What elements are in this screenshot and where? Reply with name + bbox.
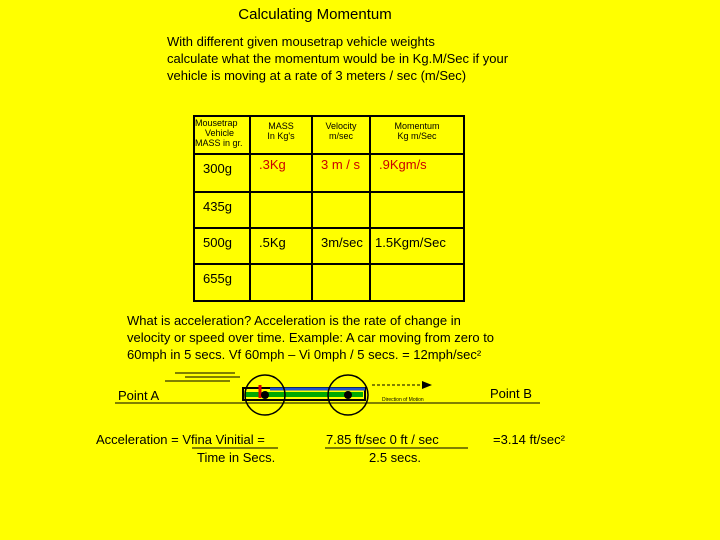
intro-line: vehicle is moving at a rate of 3 meters / sec (m/Sec) xyxy=(167,68,467,83)
intro-line: With different given mousetrap vehicle weights xyxy=(167,34,435,49)
table-row xyxy=(194,264,464,301)
formula-denominator: Time in Secs. xyxy=(197,450,276,465)
fraction-lines xyxy=(190,447,470,451)
direction-label: Direction of Motion xyxy=(382,397,424,403)
table-cell: .5Kg xyxy=(250,228,312,264)
acceleration-formula: Acceleration = Vfina Vinitial = xyxy=(96,432,265,447)
table-row xyxy=(194,154,464,192)
arrow-head-icon xyxy=(422,381,432,389)
table-cell xyxy=(312,264,370,301)
calc-denominator: 2.5 secs. xyxy=(369,450,422,465)
header-mass-kg: MASS In Kg's xyxy=(250,116,312,154)
table-header-row xyxy=(194,116,464,154)
table-cell xyxy=(312,192,370,228)
table-cell xyxy=(370,192,464,228)
table-cell: 3 m / s xyxy=(312,154,370,192)
table-cell: 1.5Kgm/Sec xyxy=(370,228,464,264)
page-title: Calculating Momentum xyxy=(238,6,392,23)
table-cell xyxy=(250,192,312,228)
header-vehicle-mass: Mousetrap Vehicle MASS in gr. xyxy=(194,116,250,154)
intro-text xyxy=(167,33,567,84)
momentum-table xyxy=(193,115,465,302)
front-axle xyxy=(344,391,352,399)
table-row xyxy=(194,192,464,228)
acceleration-line: velocity or speed over time. Example: A car moving from zero to xyxy=(127,330,495,345)
car-motion-diagram xyxy=(110,365,550,425)
calc-numerator: 7.85 ft/sec 0 ft / sec xyxy=(326,432,439,447)
calc-result: =3.14 ft/sec² xyxy=(493,432,565,447)
header-velocity: Velocity m/sec xyxy=(312,116,370,154)
acceleration-line: What is acceleration? Acceleration is the rate of change in xyxy=(127,313,461,328)
table-cell: .3Kg xyxy=(250,154,312,192)
table-cell: 435g xyxy=(194,192,250,228)
intro-line: calculate what the momentum would be in Kg.M/Sec if your xyxy=(167,51,509,66)
table-cell: 655g xyxy=(194,264,250,301)
acceleration-explanation xyxy=(127,312,494,363)
acceleration-line: 60mph in 5 secs. Vf 60mph – Vi 0mph / 5 secs. = 12mph/sec² xyxy=(127,347,482,362)
table-cell: 3m/sec xyxy=(312,228,370,264)
header-momentum: Momentum Kg m/Sec xyxy=(370,116,464,154)
rear-axle xyxy=(261,391,269,399)
point-b-label: Point B xyxy=(490,386,532,401)
table-cell xyxy=(250,264,312,301)
table-cell: 500g xyxy=(194,228,250,264)
point-a-label: Point A xyxy=(118,388,160,403)
table-cell: .9Kgm/s xyxy=(370,154,464,192)
table-row xyxy=(194,228,464,264)
table-cell: 300g xyxy=(194,154,250,192)
table-cell xyxy=(370,264,464,301)
